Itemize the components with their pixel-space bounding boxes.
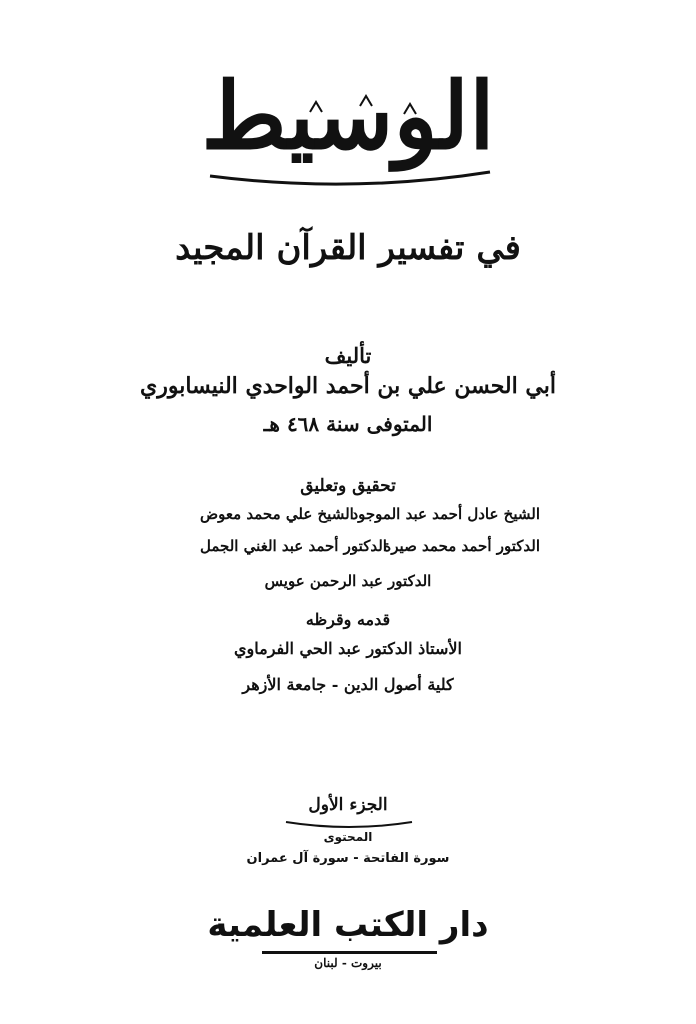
publisher-divider [262, 951, 437, 954]
introduction-author: الأستاذ الدكتور عبد الحي الفرماوي [234, 639, 462, 658]
author-label: تأليف [324, 343, 372, 368]
introduction-label: قدمه وقرظه [305, 610, 391, 629]
volume-contents: سورة الفاتحة - سورة آل عمران [246, 851, 450, 866]
contents-label: المحتوى [323, 830, 373, 844]
publisher-location: بيروت - لبنان [314, 956, 382, 970]
editor-name: الدكتور عبد الرحمن عويس [264, 572, 432, 590]
editor-name: الشيخ عادل أحمد عبد الموجود [351, 505, 540, 523]
author-death-date: المتوفى سنة ٤٦٨ هـ [263, 412, 433, 436]
editor-name: الشيخ علي محمد معوض [200, 505, 354, 523]
book-title: الوسيط [201, 62, 495, 170]
editor-name: الدكتور أحمد عبد الغني الجمل [200, 537, 387, 555]
author-name: أبي الحسن علي بن أحمد الواحدي النيسابوري [140, 373, 556, 399]
introduction-affiliation: كلية أصول الدين - جامعة الأزهر [242, 675, 454, 694]
book-subtitle: في تفسير القرآن المجيد [175, 228, 521, 268]
volume-label: الجزء الأول [308, 795, 388, 815]
volume-underline [284, 820, 414, 830]
editing-label: تحقيق وتعليق [300, 476, 396, 496]
publisher-logo-text: دار الكتب العلمية [207, 905, 489, 945]
editor-name: الدكتور أحمد محمد صيرة [383, 537, 540, 555]
